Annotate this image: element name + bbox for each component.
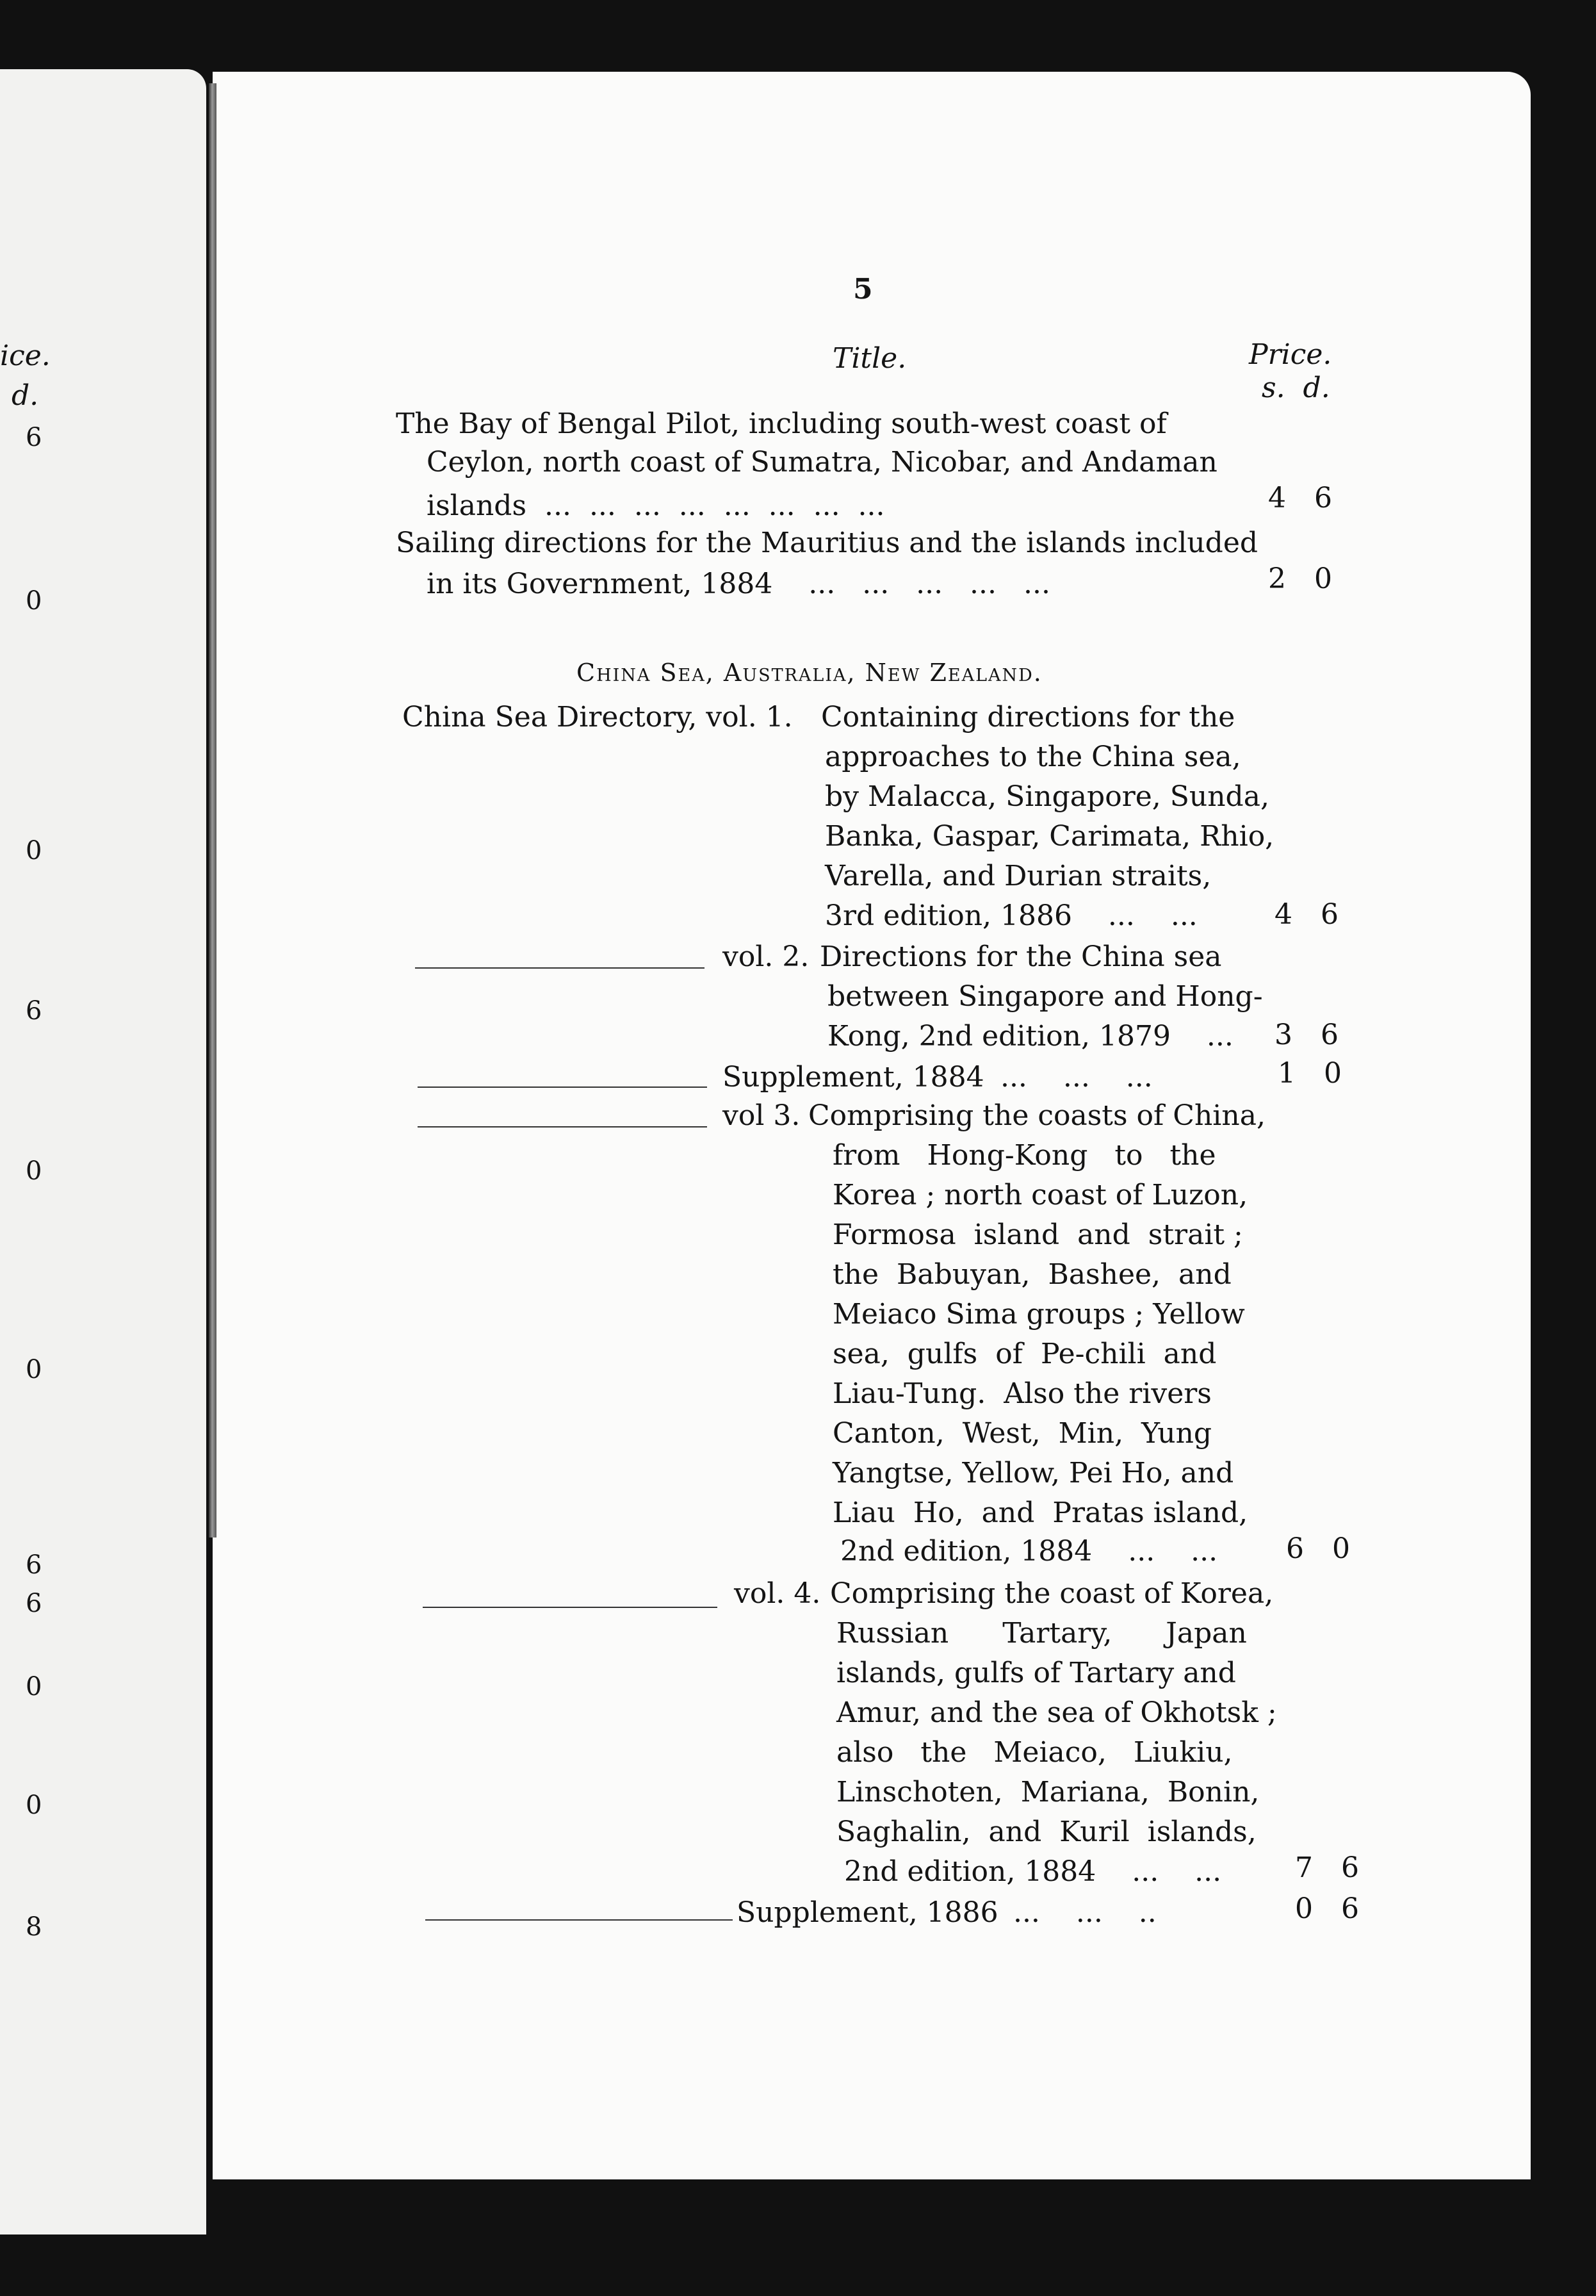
entry-line: Varella, and Durian straits, <box>825 860 1212 892</box>
left-digit: 6 <box>26 1550 42 1580</box>
entry-line: 2nd edition, 1884 ... ... <box>840 1535 1218 1568</box>
entry-line: Ceylon, north coast of Sumatra, Nicobar, and Andaman <box>427 446 1217 479</box>
price-shillings: 4 <box>1268 482 1286 514</box>
entry-line: Linschoten, Mariana, Bonin, <box>836 1776 1260 1808</box>
price-shillings: 1 <box>1278 1057 1296 1090</box>
entry-line: in its Government, 1884 ... ... ... ... ... <box>427 568 1050 600</box>
left-price-subheader: d. <box>12 379 39 412</box>
entry-line: approaches to the China sea, <box>825 741 1241 773</box>
entry-line: islands, gulfs of Tartary and <box>836 1657 1236 1689</box>
entry-line: Containing directions for the <box>821 701 1235 734</box>
left-digit: 0 <box>26 586 42 616</box>
price-pence: 0 <box>1332 1532 1350 1565</box>
left-digit: 0 <box>26 836 42 865</box>
price-shillings: 0 <box>1295 1892 1313 1925</box>
entry-prefix: Supplement, 1884 <box>722 1061 984 1094</box>
entry-prefix: China Sea Directory, vol. 1. <box>402 701 793 734</box>
entry-line: Comprising the coasts of China, <box>808 1099 1266 1132</box>
entry-line: Directions for the China sea <box>820 940 1222 973</box>
entry-line: Liau-Tung. Also the rivers <box>833 1377 1212 1410</box>
entry-line: Yangtse, Yellow, Pei Ho, and <box>833 1457 1234 1489</box>
entry-line: also the Meiaco, Liukiu, <box>836 1736 1233 1769</box>
entry-line: Saghalin, and Kuril islands, <box>836 1816 1257 1848</box>
ditto-rule <box>415 967 704 969</box>
entry-line: The Bay of Bengal Pilot, including south-west coast of <box>396 407 1167 440</box>
price-shillings: 7 <box>1295 1851 1313 1884</box>
entry-line: Meiaco Sima groups ; Yellow <box>833 1298 1245 1331</box>
price-pence: 6 <box>1341 1892 1359 1925</box>
entry-prefix: vol. 4. <box>734 1577 821 1610</box>
entry-prefix: vol 3. <box>722 1099 801 1132</box>
left-price-header: ice. <box>0 340 51 372</box>
ditto-rule <box>423 1607 717 1608</box>
entry-line: Kong, 2nd edition, 1879 ... <box>827 1020 1234 1053</box>
left-digit: 6 <box>26 996 42 1026</box>
entry-line: by Malacca, Singapore, Sunda, <box>825 780 1269 813</box>
left-digit: 6 <box>26 1589 42 1618</box>
page-number: 5 <box>853 273 873 306</box>
price-pence: 6 <box>1341 1851 1359 1884</box>
price-column-header: Price. <box>1249 338 1332 371</box>
left-digit: 0 <box>26 1355 42 1384</box>
entry-line: ... ... ... <box>973 1061 1153 1094</box>
left-digit: 0 <box>26 1156 42 1186</box>
section-heading: China Sea, Australia, New Zealand. <box>576 659 1043 687</box>
entry-prefix: vol. 2. <box>722 940 810 973</box>
price-shillings: 6 <box>1286 1532 1304 1565</box>
price-pence: 0 <box>1324 1057 1342 1090</box>
left-digit: 6 <box>26 423 42 452</box>
entry-line: Amur, and the sea of Okhotsk ; <box>836 1696 1277 1729</box>
left-digit: 0 <box>26 1791 42 1820</box>
price-shillings: 2 <box>1268 562 1286 595</box>
entry-line: Sailing directions for the Mauritius and the islands included <box>396 527 1258 559</box>
entry-line: Liau Ho, and Pratas island, <box>833 1496 1248 1529</box>
ditto-rule <box>425 1919 733 1921</box>
entry-line: Banka, Gaspar, Carimata, Rhio, <box>825 820 1274 853</box>
entry-line: the Babuyan, Bashee, and <box>833 1258 1232 1291</box>
ditto-rule <box>418 1126 707 1128</box>
price-pence: 0 <box>1314 562 1332 595</box>
price-pence: 6 <box>1321 1019 1339 1051</box>
left-digit: 0 <box>26 1672 42 1702</box>
title-column-header: Title. <box>833 342 907 375</box>
entry-line: Korea ; north coast of Luzon, <box>833 1179 1248 1211</box>
price-shillings: 3 <box>1274 1019 1292 1051</box>
entry-line: 3rd edition, 1886 ... ... <box>825 899 1198 932</box>
entry-line: Canton, West, Min, Yung <box>833 1417 1212 1450</box>
book-spine <box>209 83 216 1538</box>
left-digit: 8 <box>26 1912 42 1942</box>
entry-line: Comprising the coast of Korea, <box>830 1577 1274 1610</box>
entry-line: Russian Tartary, Japan <box>836 1617 1247 1650</box>
price-pence: 6 <box>1314 482 1332 514</box>
price-pence: 6 <box>1321 898 1339 931</box>
entry-line: ... ... .. <box>986 1896 1157 1929</box>
entry-line: between Singapore and Hong- <box>827 980 1263 1013</box>
entry-line: from Hong-Kong to the <box>833 1139 1216 1172</box>
entry-line: Formosa island and strait ; <box>833 1218 1243 1251</box>
entry-line: islands ... ... ... ... ... ... ... ... <box>427 489 885 522</box>
ditto-rule <box>418 1086 707 1088</box>
price-units-header: s. d. <box>1262 372 1330 404</box>
price-shillings: 4 <box>1274 898 1292 931</box>
entry-prefix: Supplement, 1886 <box>737 1896 998 1929</box>
entry-line: 2nd edition, 1884 ... ... <box>844 1855 1222 1888</box>
entry-line: sea, gulfs of Pe-chili and <box>833 1338 1217 1370</box>
